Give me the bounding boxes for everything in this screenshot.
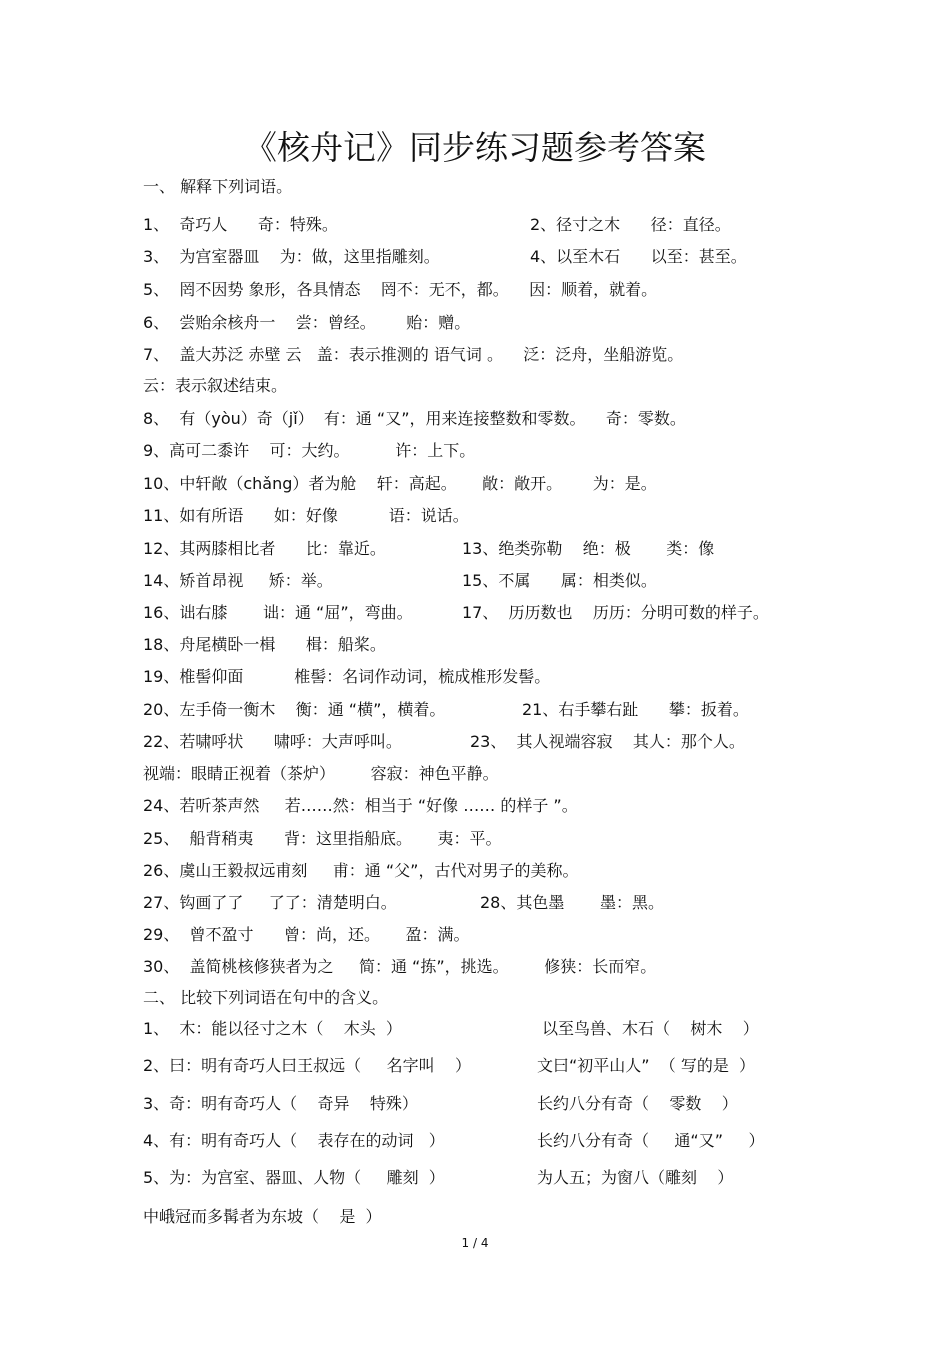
answer-line: 24、若听茶声然 若……然：相当于 “好像 …… 的样子 ”。 <box>143 796 578 815</box>
answer-line: 3、奇：明有奇巧人（ 奇异 特殊） <box>143 1094 418 1113</box>
answer-line: 7、 盖大苏泛 赤壁 云 盖：表示推测的 语气词 。 泛：泛舟，坐船游览。 <box>143 345 684 364</box>
answer-line: 长约八分有奇（ 零数 ） <box>537 1094 738 1113</box>
answer-line: 长约八分有奇（ 通“又” ） <box>537 1131 765 1150</box>
answer-line: 2、径寸之木 径：直径。 <box>530 215 731 234</box>
answer-line: 28、其色墨 墨：黑。 <box>480 893 664 912</box>
answer-line: 13、绝类弥勒 绝：极 类：像 <box>462 539 715 558</box>
section-heading-1: 一、 解释下列词语。 <box>143 177 293 196</box>
answer-line: 以至鸟兽、木石（ 树木 ） <box>542 1019 759 1038</box>
answer-line: 5、 罔不因势 象形，各具情态 罔不：无不，都。 因：顺着，就着。 <box>143 280 658 299</box>
answer-line: 云：表示叙述结束。 <box>143 376 288 395</box>
answer-line: 为人五；为窗八（雕刻 ） <box>537 1168 734 1187</box>
answer-line: 5、为：为宫室、器皿、人物（ 雕刻 ） <box>143 1168 445 1187</box>
page-number: 1 / 4 <box>461 1236 489 1250</box>
answer-line: 25、 船背稍夷 背：这里指船底。 夷：平。 <box>143 829 502 848</box>
answer-line: 16、诎右膝 诎：通 “屈”，弯曲。 <box>143 603 413 622</box>
page-title: 《核舟记》同步练习题参考答案 <box>244 128 706 167</box>
answer-line: 3、 为宫室器皿 为：做，这里指雕刻。 <box>143 247 440 266</box>
answer-line: 17、 历历数也 历历：分明可数的样子。 <box>462 603 769 622</box>
answer-line: 30、 盖简桃核修狭者为之 简：通 “拣”，挑选。 修狭：长而窄。 <box>143 957 657 976</box>
answer-line: 22、若啸呼状 啸呼：大声呼叫。 <box>143 732 402 751</box>
answer-line: 8、 有（yòu）奇（jǐ） 有：通 “又”，用来连接整数和零数。 奇：零数。 <box>143 409 686 428</box>
answer-line: 20、左手倚一衡木 衡：通 “横”，横着。 <box>143 700 446 719</box>
answer-line: 26、虞山王毅叔远甫刻 甫：通 “父”，古代对男子的美称。 <box>143 861 579 880</box>
answer-line: 中峨冠而多髯者为东坡（ 是 ） <box>143 1207 382 1226</box>
answer-line: 23、 其人视端容寂 其人：那个人。 <box>470 732 745 751</box>
answer-line: 文曰“初平山人” （ 写的是 ） <box>537 1056 756 1075</box>
section-heading-2: 二、 比较下列词语在句中的含义。 <box>143 988 389 1007</box>
answer-line: 12、其两膝相比者 比：靠近。 <box>143 539 386 558</box>
answer-line: 6、 尝贻余核舟一 尝：曾经。 贻：赠。 <box>143 313 471 332</box>
answer-line: 1、 奇巧人 奇：特殊。 <box>143 215 338 234</box>
answer-line: 2、曰：明有奇巧人曰王叔远（ 名字叫 ） <box>143 1056 471 1075</box>
answer-line: 21、右手攀右趾 攀：扳着。 <box>522 700 749 719</box>
answer-line: 10、中轩敞（chǎng）者为舱 轩：高起。 敞：敞开。 为：是。 <box>143 474 657 493</box>
answer-line: 29、 曾不盈寸 曾：尚，还。 盈：满。 <box>143 925 470 944</box>
answer-line: 视端：眼睛正视着（茶炉） 容寂：神色平静。 <box>143 764 499 783</box>
answer-line: 4、以至木石 以至：甚至。 <box>530 247 747 266</box>
answer-line: 1、 木：能以径寸之木（ 木头 ） <box>143 1019 402 1038</box>
answer-line: 19、椎髻仰面 椎髻：名词作动词，梳成椎形发髻。 <box>143 667 551 686</box>
answer-line: 14、矫首昂视 矫：举。 <box>143 571 333 590</box>
answer-line: 9、高可二黍许 可：大约。 许：上下。 <box>143 441 476 460</box>
answer-line: 4、有：明有奇巧人（ 表存在的动词 ） <box>143 1131 445 1150</box>
answer-line: 15、不属 属：相类似。 <box>462 571 657 590</box>
answer-line: 18、舟尾横卧一楫 楫：船桨。 <box>143 635 386 654</box>
answer-line: 27、钩画了了 了了：清楚明白。 <box>143 893 397 912</box>
answer-line: 11、如有所语 如：好像 语：说话。 <box>143 506 469 525</box>
